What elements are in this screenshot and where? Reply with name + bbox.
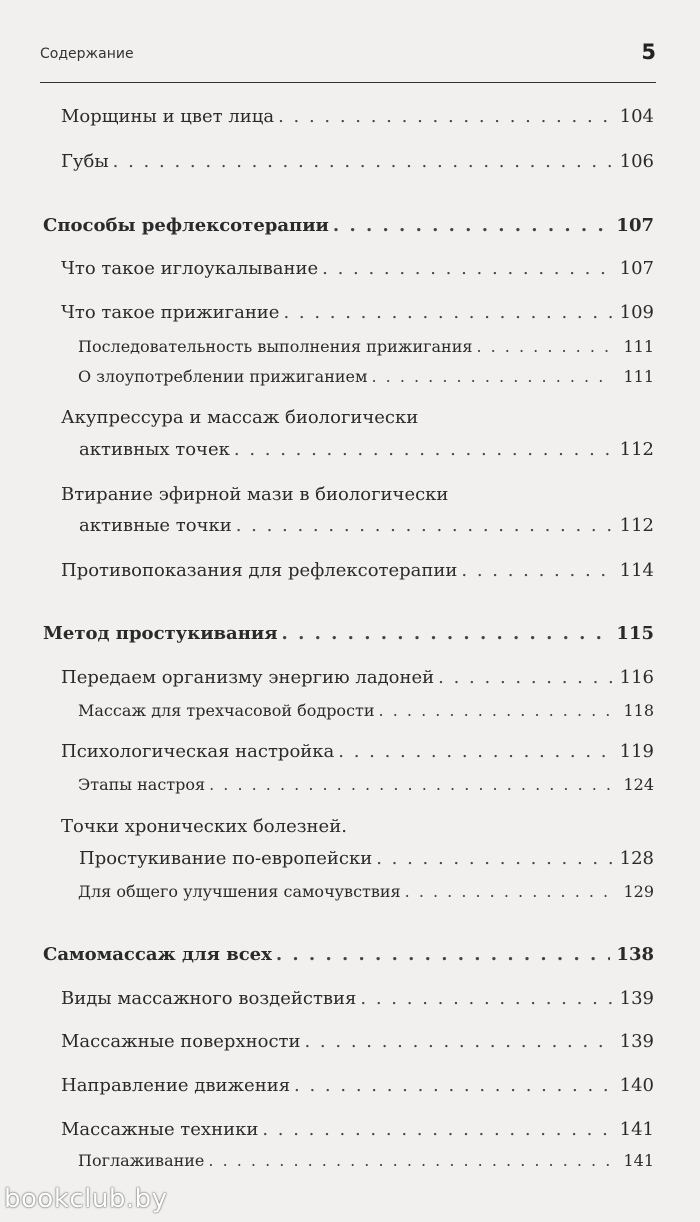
toc-entry-page: 139 (619, 988, 654, 1009)
toc-entry-title: Что такое иглоукалывание (61, 258, 319, 279)
toc-entry[interactable] (0, 741, 700, 762)
site-watermark: bookclub.by (4, 1184, 168, 1214)
dot-leader (294, 1075, 614, 1096)
toc-entry-page: 112 (619, 515, 654, 536)
section-title: Содержание (40, 46, 134, 62)
dot-leader (438, 667, 613, 688)
toc-entry-page: 140 (619, 1075, 654, 1096)
toc-subentry[interactable] (0, 882, 700, 901)
toc-subentry-title: Последовательность выполнения прижигания (78, 337, 473, 356)
dot-leader (371, 367, 614, 386)
toc-entry-title: Массажные поверхности (61, 1031, 301, 1052)
toc-chapter[interactable] (0, 944, 700, 965)
toc-subentry[interactable] (0, 367, 700, 386)
toc-entry-page: 139 (619, 1031, 654, 1052)
toc-entry-page: 111 (623, 337, 654, 356)
toc-chapter[interactable] (0, 623, 700, 644)
toc-entry-page: 104 (619, 106, 654, 127)
toc-entry[interactable] (0, 988, 700, 1009)
toc-entry[interactable] (0, 1031, 700, 1052)
toc-chapter-title: Способы рефлексотерапии (43, 215, 329, 236)
toc-entry-page: 112 (619, 439, 654, 460)
toc-entry[interactable] (0, 1075, 700, 1096)
toc-entry-page: 141 (619, 1119, 654, 1140)
toc-entry[interactable] (0, 106, 700, 127)
toc-entry[interactable] (0, 151, 700, 172)
toc-entry-page: 128 (619, 848, 654, 869)
toc-entry-page: 111 (623, 367, 654, 386)
toc-subentry-title: Поглаживание (78, 1151, 205, 1170)
toc-entry-title: Противопоказания для рефлексотерапии (61, 560, 458, 581)
dot-leader (278, 106, 614, 127)
toc-entry-title-second-line: Простукивание по-европейски (79, 848, 373, 869)
toc-entry-title: Передаем организму энергию ладоней (61, 667, 435, 688)
toc-entry-page: 109 (619, 302, 654, 323)
toc-entry-title: Что такое прижигание (61, 302, 280, 323)
toc-chapter-title: Самомассаж для всех (43, 944, 272, 965)
toc-entry-title: Морщины и цвет лица (61, 106, 275, 127)
toc-subentry-title: Массаж для трехчасовой бодрости (78, 701, 375, 720)
toc-entry-title: Массажные техники (61, 1119, 259, 1140)
dot-leader (405, 882, 614, 901)
toc-entry[interactable] (0, 515, 700, 536)
toc-entry-title: Психологическая настройка (61, 741, 335, 762)
dot-leader (338, 741, 613, 762)
dot-leader (113, 151, 614, 172)
toc-entry-page: 138 (616, 944, 654, 965)
toc-entry[interactable] (0, 1119, 700, 1140)
toc-subentry[interactable] (0, 1151, 700, 1170)
toc-entry[interactable] (0, 560, 700, 581)
toc-entry-title-second-line: активные точки (79, 515, 232, 536)
toc-entry-page: 107 (616, 215, 654, 236)
page-number: 5 (641, 40, 656, 64)
toc-entry-page: 115 (616, 623, 654, 644)
toc-entry-page: 106 (619, 151, 654, 172)
toc-subentry-title: Для общего улучшения самочувствия (78, 882, 401, 901)
toc-entry-page: 118 (623, 701, 654, 720)
dot-leader (376, 848, 613, 869)
dot-leader (234, 439, 614, 460)
toc-entry-title: Виды массажного воздействия (61, 988, 357, 1009)
toc-entry-page: 129 (623, 882, 654, 901)
dot-leader (379, 701, 614, 720)
dot-leader (282, 623, 611, 644)
dot-leader (209, 775, 614, 794)
toc-entry[interactable] (0, 667, 700, 688)
toc-entry-page: 124 (623, 775, 654, 794)
toc-subentry[interactable] (0, 337, 700, 356)
toc-subentry-title: О злоупотреблении прижиганием (78, 367, 368, 386)
toc-chapter[interactable] (0, 215, 700, 236)
toc-entry[interactable] (0, 258, 700, 279)
toc-entry-page: 114 (619, 560, 654, 581)
toc-entry-title-second-line: активных точек (79, 439, 230, 460)
dot-leader (262, 1119, 613, 1140)
toc-entry[interactable] (0, 302, 700, 323)
dot-leader (476, 337, 614, 356)
toc-entry-page: 107 (619, 258, 654, 279)
dot-leader (283, 302, 613, 323)
toc-entry-page: 141 (623, 1151, 654, 1170)
toc-entry-title: Губы (61, 151, 109, 172)
toc-entry-title-first-line[interactable]: Втирание эфирной мази в биологически (61, 484, 449, 505)
toc-entry[interactable] (0, 439, 700, 460)
toc-entry-title: Направление движения (61, 1075, 291, 1096)
dot-leader (304, 1031, 613, 1052)
dot-leader (333, 215, 611, 236)
dot-leader (208, 1151, 614, 1170)
dot-leader (276, 944, 611, 965)
dot-leader (236, 515, 614, 536)
toc-entry-title-first-line[interactable]: Точки хронических болезней. (61, 816, 347, 837)
dot-leader (461, 560, 613, 581)
toc-entry[interactable] (0, 848, 700, 869)
toc-subentry[interactable] (0, 701, 700, 720)
toc-entry-page: 119 (619, 741, 654, 762)
dot-leader (360, 988, 613, 1009)
dot-leader (322, 258, 614, 279)
toc-subentry[interactable] (0, 775, 700, 794)
toc-entry-page: 116 (619, 667, 654, 688)
toc-subentry-title: Этапы настроя (78, 775, 206, 794)
toc-chapter-title: Метод простукивания (43, 623, 278, 644)
toc-entry-title-first-line[interactable]: Акупрессура и массаж биологически (61, 407, 419, 428)
